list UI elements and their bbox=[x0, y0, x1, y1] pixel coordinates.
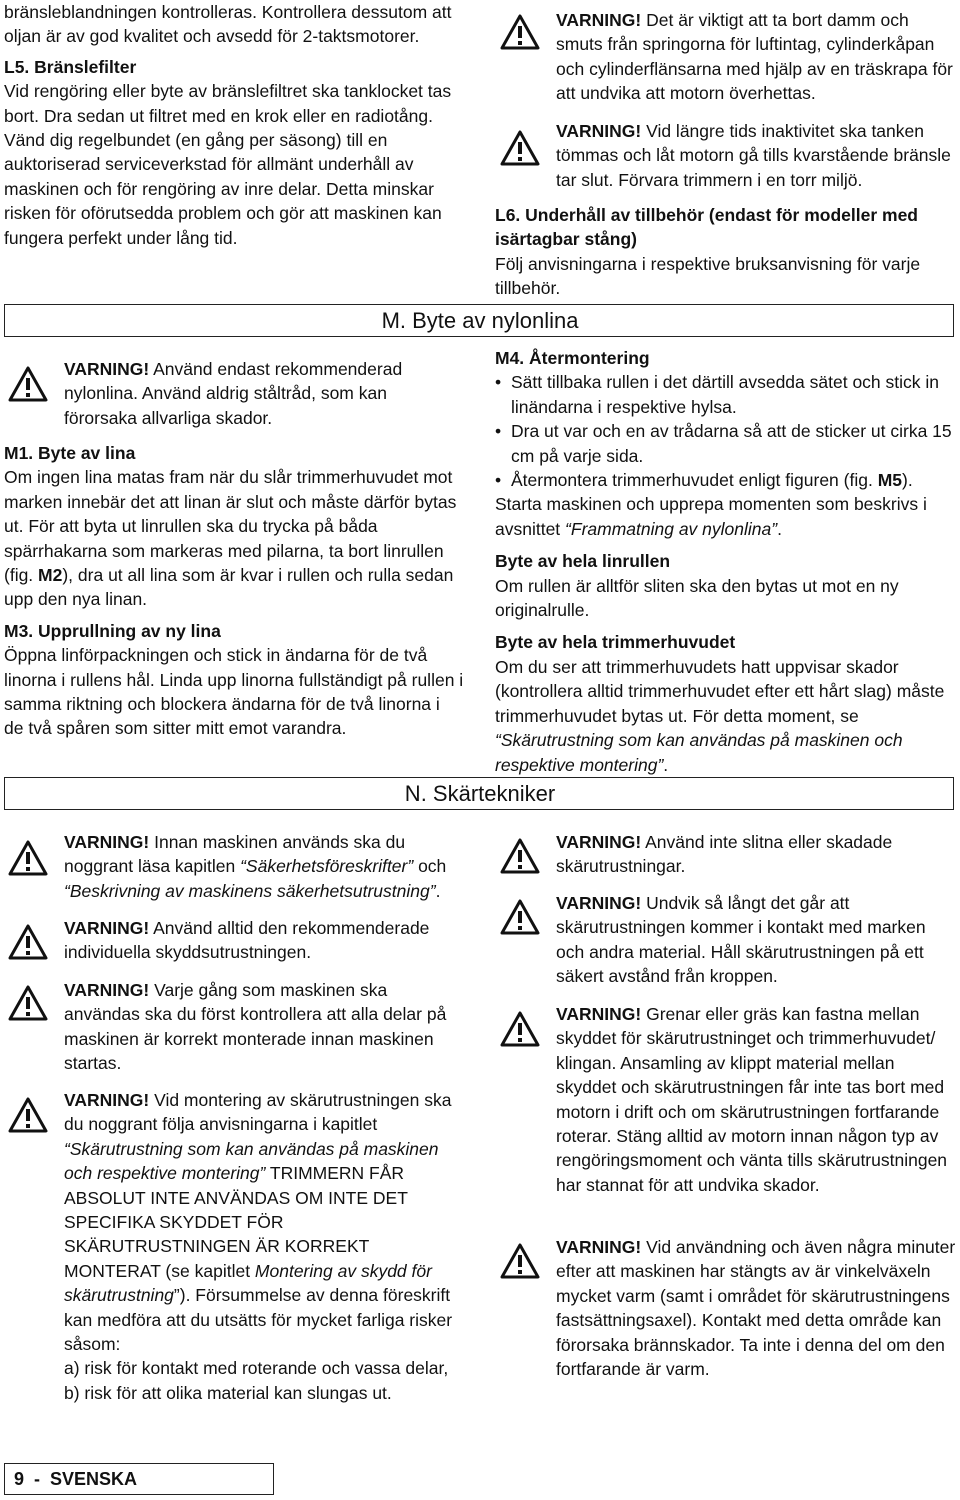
warning-triangle-icon bbox=[8, 366, 48, 402]
list-item: • Sätt tillbaka rullen i det därtill avsedda sätet och stick in linändarna i respektive hylsa. bbox=[495, 370, 953, 419]
warning-protective-gear-text: VARNING! Använd alltid den rekommenderade individuella skyddsutrustningen. bbox=[64, 918, 430, 963]
l5-heading: L5. Bränslefilter bbox=[4, 56, 137, 77]
warning-triangle-icon bbox=[500, 14, 540, 50]
risk-a: a) risk för kontakt med roterande och vassa delar, bbox=[64, 1358, 449, 1379]
warning-mounting-text: VARNING! Vid montering av skärutrustningen ska du noggrant följa anvisningarna i kapitlet “Skärutrustning som kan användas på maskinen och respektive montering” TRIMMERN FÅR ABSOLUT INTE ANVÄNDAS OM INTE DET SPECIFIKA SKYDDET FÖR SKÄRUTRUSTNINGEN ÄR KORREKT MONTERAT (se kapitlet Montering av skydd för skärutrustning”). Försummelse av denna föreskrift kan medföra att du utsätts för mycket farliga risker såsom: a) risk för kontakt med roterande och vassa delar, b) risk för att olika material kan slungas ut. bbox=[64, 1088, 464, 1405]
warning-worn-equipment-text: VARNING! Använd inte slitna eller skadade skärutrustningar. bbox=[556, 832, 893, 877]
warning-ground-contact-text: VARNING! Undvik så långt det går att skärutrustningen kommer i kontakt med marken och andra material. Håll skärutrustningen på ett säkert avstånd från kroppen. bbox=[556, 893, 926, 987]
l6-paragraph: Följ anvisningarna i respektive bruksanvisning för varje tillbehör. bbox=[495, 253, 921, 299]
warning-triangle-icon bbox=[500, 130, 540, 166]
m4-paragraph: Starta maskinen och upprepa momenten som beskrivs i avsnittet “Frammatning av nylonlina”. bbox=[495, 494, 927, 539]
warning-triangle-icon bbox=[8, 840, 48, 876]
warning-grass-clog-text: VARNING! Grenar eller gräs kan fastna mellan skyddet för skärutrustninget och trimmerhuvudet/ klingan. Ansamling av klippt material mellan skyddet och skärutrustningen får inte tas bort med motorn i drift och om skärutrustningen fortfarande roterar. Stäng alltid av motorn innan någon typ av rengöringsmoment och vänta tills skärutrustningen har stannat för att undvika skador. bbox=[556, 1004, 948, 1195]
left-top-column bbox=[4, 0, 462, 250]
m3-paragraph: Öppna linförpackningen och stick in ändarna för de två linorna i rullens hål. Linda upp linorna fullständigt på rullen i samma riktning och blockera ändarna för de två linorna i de två spåren som sitter mitt emot varandra. bbox=[4, 645, 464, 739]
warning-read-manual-text: VARNING! Innan maskinen används ska du noggrant läsa kapitlen “Säkerhetsföreskrifter” och “Beskrivning av maskinens säkerhetsutrustning”. bbox=[64, 832, 447, 901]
m4-block bbox=[495, 346, 953, 777]
warning-triangle-icon bbox=[8, 985, 48, 1021]
warning-dust-text: VARNING! Det är viktigt att ta bort damm och smuts från springorna för luftintag, cylinderkåpan och cylinderflänsarna med hjälp av en träskrapa för att undvika att motorn överhettas. bbox=[556, 10, 953, 104]
warning-nylon-text: VARNING! Använd endast rekommenderad nylonlina. Använd aldrig ståltråd, som kan förorsaka allvarliga skador. bbox=[64, 359, 403, 428]
trimmer-head-paragraph: Om du ser att trimmerhuvudets hatt uppvisar skador (kontrollera alltid trimmerhuvudet efter ett hårt slag) måste trimmerhuvudet bytas ut. För detta moment, se “Skärutrustning som kan användas på maskinen och respektive montering”. bbox=[495, 656, 945, 775]
warning-triangle-icon bbox=[500, 838, 540, 874]
warning-triangle-icon bbox=[500, 1011, 540, 1047]
l5-paragraph: Vid rengöring eller byte av bränslefiltret ska tanklocket tas bort. Dra sedan ut filtret med en krok eller en radiotång. Vänd dig regelbundet (en gång per säsong) till en auktoriserad serviceverkstad för allmänt underhåll av maskinen och för rengöring av inre delar. Detta minskar risken för oförutsedda problem och gör att maskinen kan fungera perfekt under lång tid. bbox=[4, 81, 452, 248]
m1-m3-block bbox=[4, 441, 464, 741]
m1-paragraph: Om ingen lina matas fram när du slår trimmerhuvudet mot marken innebär det att linan är slut och måste därför bytas ut. För att byta ut linrullen ska du trycka på båda spärrhakarna som markeras med pilarna, ta bort linrullen (fig. M2), dra ut all lina som är kvar i rullen och rulla sedan upp den nya linan. bbox=[4, 467, 457, 610]
warning-hot-gearbox-text: VARNING! Vid användning och även några minuter efter att maskinen har stängts av är vinkelväxeln mycket varm (samt i området för skärutrustningens fastsättningsaxel). Kontakt med detta område kan förorsaka brännskador. Ta inte i denna del om den fortfarande är varm. bbox=[556, 1237, 956, 1380]
warning-triangle-icon bbox=[8, 1097, 48, 1133]
intro-paragraph: bränsleblandningen kontrolleras. Kontrollera dessutom att oljan är av god kvalitet och avsedd för 2-taktsmotorer. bbox=[4, 2, 452, 47]
warning-storage-text: VARNING! Vid längre tids inaktivitet ska tanken tömmas och låt motorn gå tills kvarstående bränsle tar slut. Förvara trimmern i en torr miljö. bbox=[556, 121, 951, 190]
section-n-title: N. Skärtekniker bbox=[404, 781, 556, 806]
spool-heading: Byte av hela linrullen bbox=[495, 551, 671, 572]
warning-triangle-icon bbox=[500, 1243, 540, 1279]
m4-bullet-list bbox=[495, 370, 953, 492]
warning-check-parts-text: VARNING! Varje gång som maskinen ska användas ska du först kontrollera att alla delar på maskinen är korrekt monterade innan maskinen startas. bbox=[64, 980, 447, 1074]
m3-heading: M3. Upprullning av ny lina bbox=[4, 620, 221, 641]
section-m-title: M. Byte av nylonlina bbox=[381, 308, 579, 333]
m1-heading: M1. Byte av lina bbox=[4, 443, 136, 463]
trimmer-head-heading: Byte av hela trimmerhuvudet bbox=[495, 632, 736, 653]
m4-heading: M4. Återmontering bbox=[495, 348, 650, 368]
l6-block bbox=[495, 203, 953, 301]
risk-b: b) risk för att olika material kan slungas ut. bbox=[64, 1382, 392, 1403]
page-footer: 9 - SVENSKA bbox=[14, 1469, 138, 1489]
warning-triangle-icon bbox=[500, 899, 540, 935]
spool-paragraph: Om rullen är alltför sliten ska den bytas ut mot en ny originalrulle. bbox=[495, 575, 899, 621]
warning-triangle-icon bbox=[8, 924, 48, 960]
list-item: • Dra ut var och en av trådarna så att de sticker ut cirka 15 cm på varje sida. bbox=[495, 419, 953, 468]
list-item: • Återmontera trimmerhuvudet enligt figuren (fig. M5). bbox=[495, 468, 953, 492]
l6-heading: L6. Underhåll av tillbehör (endast för modeller med isärtagbar stång) bbox=[495, 205, 918, 250]
